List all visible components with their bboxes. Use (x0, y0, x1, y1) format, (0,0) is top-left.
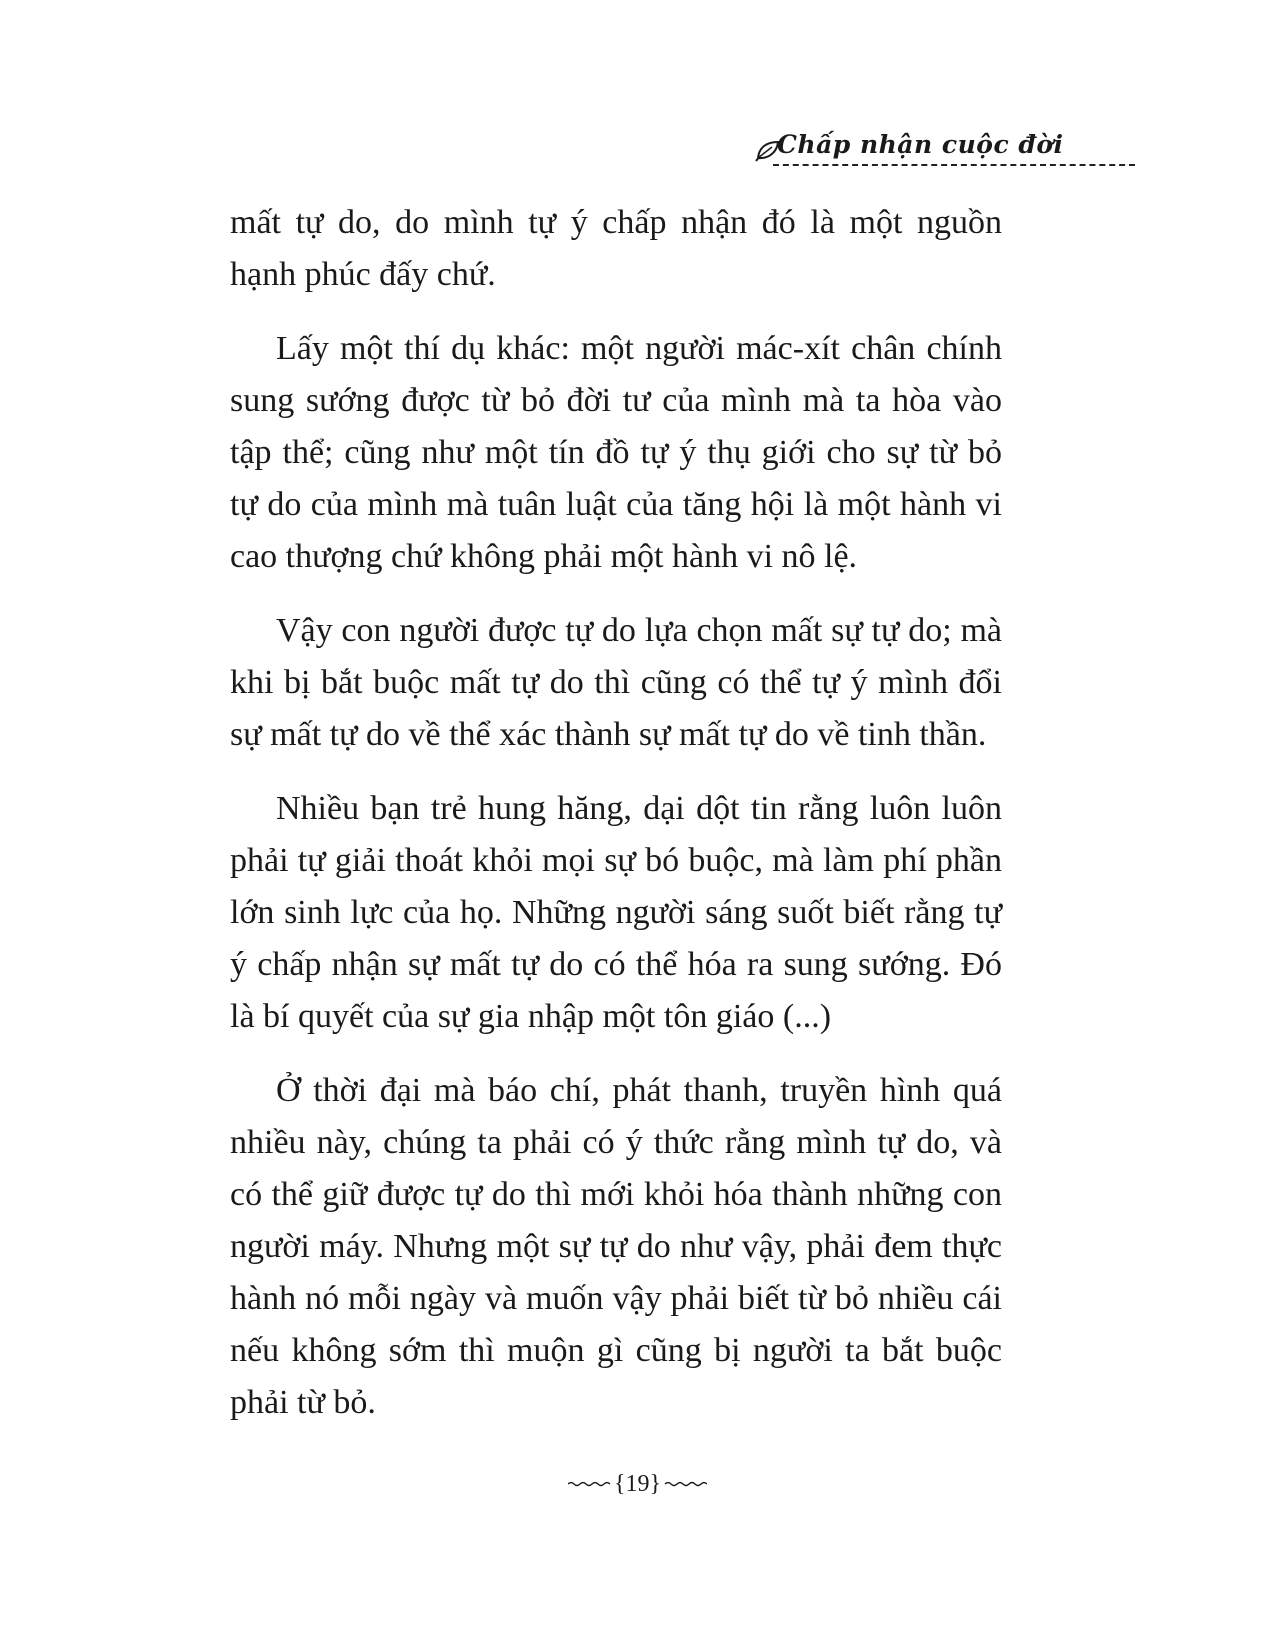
paragraph: Nhiều bạn trẻ hung hăng, dại dột tin rằng luôn luôn phải tự giải thoát khỏi mọi sự bó buộc, mà làm phí phần lớn sinh lực của họ. Những người sáng suốt biết rằng tự ý chấp nhận sự mất tự do có thể hóa ra sung sướng. Đó là bí quyết của sự gia nhập một tôn giáo (...) (230, 790, 1002, 1035)
running-header-title: Chấp nhận cuộc đời (777, 130, 1064, 159)
body-text (230, 197, 1002, 1451)
page-footer (0, 1470, 1275, 1498)
paragraph: Vậy con người được tự do lựa chọn mất sự tự do; mà khi bị bắt buộc mất tự do thì cũng có thể tự ý mình đổi sự mất tự do về thể xác thành sự mất tự do về tinh thần. (230, 612, 1002, 753)
header-divider (773, 164, 1135, 166)
paragraph: Ở thời đại mà báo chí, phát thanh, truyền hình quá nhiều này, chúng ta phải có ý thức rằng mình tự do, và có thể giữ được tự do thì mới khỏi hóa thành những con người máy. Nhưng một sự tự do như vậy, phải đem thực hành nó mỗi ngày và muốn vậy phải biết từ bỏ nhiều cái nếu không sớm thì muộn gì cũng bị người ta bắt buộc phải từ bỏ. (230, 1072, 1002, 1421)
wave-ornament-left (568, 1479, 612, 1489)
paragraph: Lấy một thí dụ khác: một người mác-xít chân chính sung sướng được từ bỏ đời tư của mình mà ta hòa vào tập thể; cũng như một tín đồ tự ý thụ giới cho sự từ bỏ tự do của mình mà tuân luật của tăng hội là một hành vi cao thượng chứ không phải một hành vi nô lệ. (230, 330, 1002, 575)
page-number: {19} (613, 1470, 662, 1497)
running-header (755, 128, 1135, 174)
paragraph: mất tự do, do mình tự ý chấp nhận đó là một nguồn hạnh phúc đấy chứ. (230, 204, 1002, 293)
wave-ornament-right (663, 1479, 707, 1489)
